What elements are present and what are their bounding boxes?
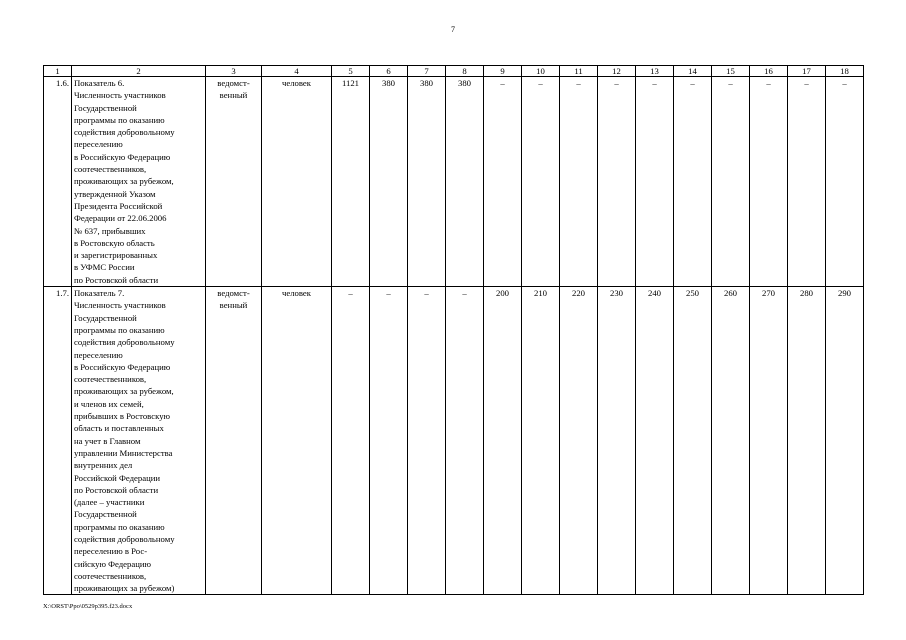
column-number-cell: 13 bbox=[636, 66, 674, 77]
column-number-row bbox=[44, 66, 864, 77]
column-number-cell: 12 bbox=[598, 66, 636, 77]
value-cell: 290 bbox=[826, 287, 864, 595]
column-number-cell: 15 bbox=[712, 66, 750, 77]
value-cell: – bbox=[598, 77, 636, 287]
value-cell: 380 bbox=[370, 77, 408, 287]
value-cell: 270 bbox=[750, 287, 788, 595]
value-cell: – bbox=[636, 77, 674, 287]
value-cell: 380 bbox=[408, 77, 446, 287]
value-cell: 260 bbox=[712, 287, 750, 595]
column-number-cell: 7 bbox=[408, 66, 446, 77]
value-cell: – bbox=[370, 287, 408, 595]
indicator-name-cell: Показатель 6. Численность участников Государственной программы по оказанию содействия добровольному переселению в Российскую Федерацию соотечественников, проживающих за рубежом, утвержденной Указом Президента Российской Федерации от 22.06.2006 № 637, прибывших в Ростовскую область и зарегистрированных в УФМС России по Ростовской области bbox=[72, 77, 206, 287]
table-row bbox=[44, 77, 864, 287]
indicator-name-cell: Показатель 7. Численность участников Государственной программы по оказанию содействия добровольному переселению в Российскую Федерацию соотечественников, проживающих за рубежом, и членов их семей, прибывших в Ростовскую область и поставленных на учет в Главном управлении Министерства внутренних дел Российской Федерации по Ростовской области (далее – участники Государственной программы по оказанию содействия добровольному переселению в Рос- сийскую Федерацию соотечественников, проживающих за рубежом) bbox=[72, 287, 206, 595]
file-path-footer: X:\ORST\Ppo\0529p395.f23.docx bbox=[43, 603, 133, 610]
row-number-cell: 1.7. bbox=[44, 287, 72, 595]
value-cell: – bbox=[484, 77, 522, 287]
value-cell: – bbox=[408, 287, 446, 595]
value-cell: 280 bbox=[788, 287, 826, 595]
column-number-cell: 18 bbox=[826, 66, 864, 77]
column-number-cell: 3 bbox=[206, 66, 262, 77]
value-cell: – bbox=[674, 77, 712, 287]
value-cell: – bbox=[712, 77, 750, 287]
value-cell: 1121 bbox=[332, 77, 370, 287]
column-number-cell: 14 bbox=[674, 66, 712, 77]
column-number-cell: 16 bbox=[750, 66, 788, 77]
column-number-cell: 10 bbox=[522, 66, 560, 77]
value-cell: – bbox=[332, 287, 370, 595]
column-number-cell: 9 bbox=[484, 66, 522, 77]
value-cell: 240 bbox=[636, 287, 674, 595]
unit-cell: человек bbox=[262, 287, 332, 595]
value-cell: – bbox=[826, 77, 864, 287]
column-number-cell: 5 bbox=[332, 66, 370, 77]
value-cell: 220 bbox=[560, 287, 598, 595]
column-number-cell: 11 bbox=[560, 66, 598, 77]
data-source-cell: ведомст- венный bbox=[206, 77, 262, 287]
column-number-cell: 1 bbox=[44, 66, 72, 77]
value-cell: – bbox=[446, 287, 484, 595]
column-number-cell: 2 bbox=[72, 66, 206, 77]
indicators-table bbox=[43, 65, 864, 595]
unit-cell: человек bbox=[262, 77, 332, 287]
page-number: 7 bbox=[451, 25, 455, 34]
value-cell: – bbox=[522, 77, 560, 287]
value-cell: 200 bbox=[484, 287, 522, 595]
value-cell: 210 bbox=[522, 287, 560, 595]
value-cell: 250 bbox=[674, 287, 712, 595]
column-number-cell: 4 bbox=[262, 66, 332, 77]
data-source-cell: ведомст- венный bbox=[206, 287, 262, 595]
value-cell: 380 bbox=[446, 77, 484, 287]
column-number-cell: 8 bbox=[446, 66, 484, 77]
value-cell: 230 bbox=[598, 287, 636, 595]
column-number-cell: 17 bbox=[788, 66, 826, 77]
value-cell: – bbox=[750, 77, 788, 287]
value-cell: – bbox=[560, 77, 598, 287]
table-row bbox=[44, 287, 864, 595]
value-cell: – bbox=[788, 77, 826, 287]
row-number-cell: 1.6. bbox=[44, 77, 72, 287]
column-number-cell: 6 bbox=[370, 66, 408, 77]
